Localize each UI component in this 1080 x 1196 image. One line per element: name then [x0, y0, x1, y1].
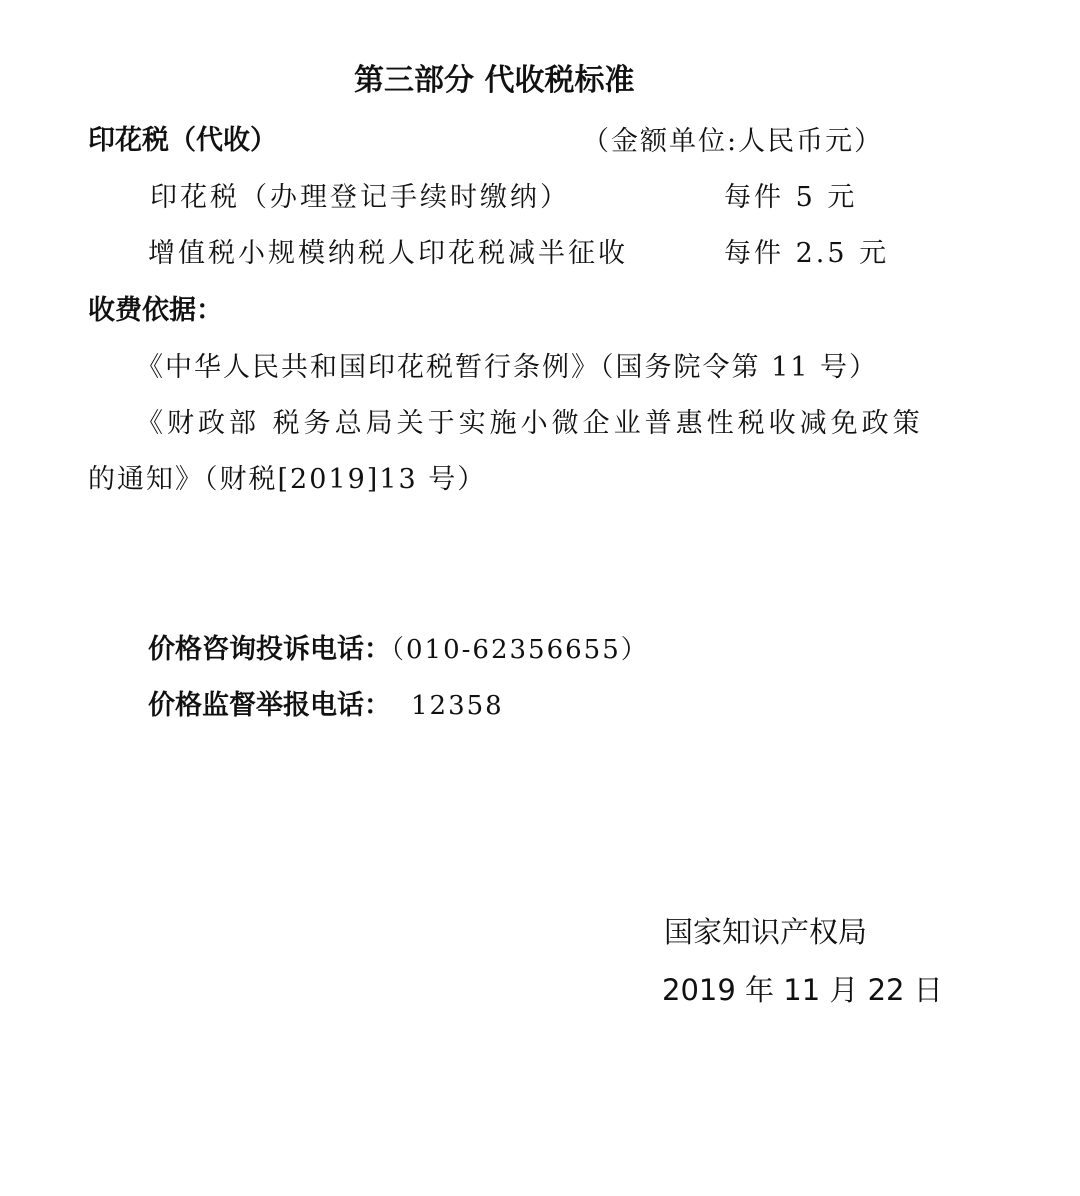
fee-item-name: 增值税小规模纳税人印花税减半征收	[148, 238, 628, 269]
page-title: 第三部分 代收税标准	[354, 63, 635, 98]
fee-item-amount: 每件 5 元	[724, 182, 858, 213]
report-phone	[148, 692, 504, 719]
consult-phone-number: （010-62356655）	[391, 635, 649, 665]
fee-item-amount: 每件 2.5 元	[724, 238, 890, 269]
signature-date: 2019 年 11 月 22 日	[662, 973, 943, 1007]
basis-line: 的通知》（财税[2019]13 号）	[88, 464, 487, 495]
basis-line: 《财政部 税务总局关于实施小微企业普惠性税收减免政策	[136, 408, 924, 439]
consult-phone-label: 价格咨询投诉电话：	[148, 634, 391, 665]
section-heading: 印花税（代收）	[88, 125, 277, 156]
report-phone-number: 12358	[411, 691, 504, 721]
report-phone-label: 价格监督举报电话：	[148, 690, 391, 721]
unit-note: （金额单位:人民币元）	[582, 126, 884, 157]
basis-heading: 收费依据：	[88, 295, 223, 326]
basis-line: 《中华人民共和国印花税暂行条例》（国务院令第 11 号）	[136, 352, 879, 383]
signature-org: 国家知识产权局	[664, 915, 868, 949]
consult-phone	[148, 636, 649, 663]
fee-item-name: 印花税（办理登记手续时缴纳）	[150, 182, 570, 213]
